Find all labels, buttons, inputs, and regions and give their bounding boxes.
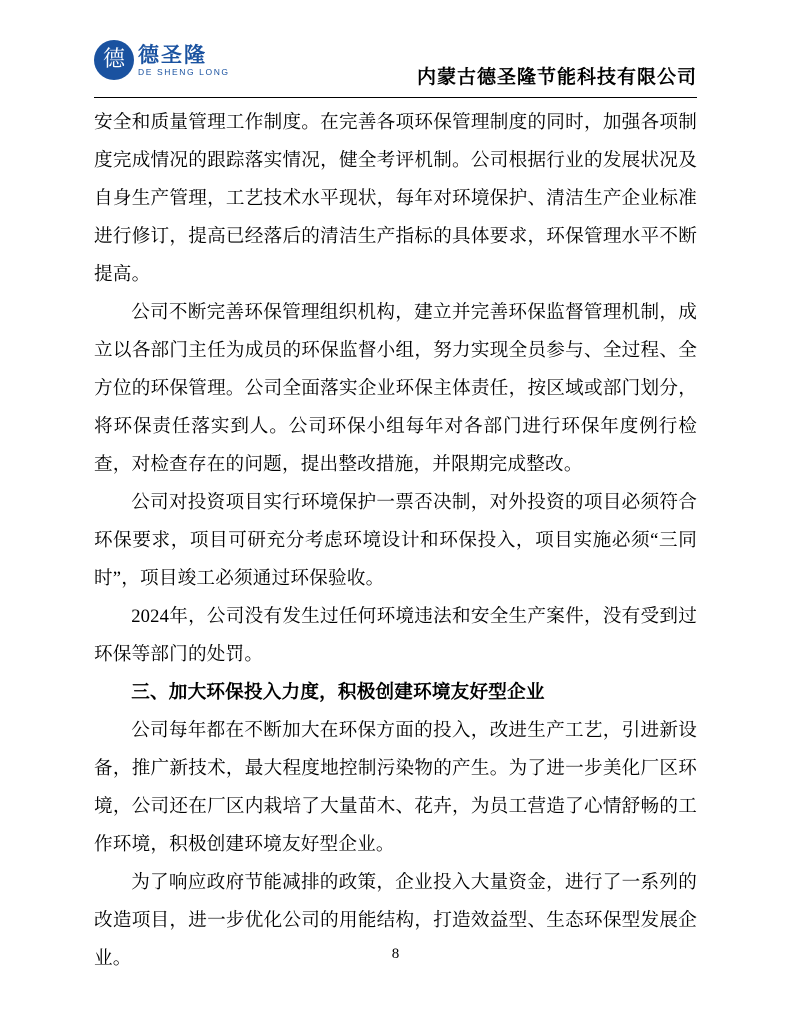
logo-circle-icon (94, 40, 134, 80)
section-heading: 三、加大环保投入力度，积极创建环境友好型企业 (131, 682, 545, 703)
paragraph: 公司不断完善环保管理组织机构，建立并完善环保监督管理机制，成立以各部门主任为成员的环保监督小组，努力实现全员参与、全过程、全方位的环保管理。公司全面落实企业环保主体责任，按区域或部门划分，将环保责任落实到人。公司环保小组每年对各部门进行环保年度例行检查，对检查存在的问题，提出整改措施，并限期完成整改。 (94, 302, 697, 475)
page-header (94, 36, 697, 96)
logo-english-name: DE SHENG LONG (138, 67, 230, 77)
company-logo (94, 36, 244, 88)
paragraph: 安全和质量管理工作制度。在完善各项环保管理制度的同时，加强各项制度完成情况的跟踪落实情况，健全考评机制。公司根据行业的发展状况及自身生产管理，工艺技术水平现状，每年对环境保护、清洁生产企业标准进行修订，提高已经落后的清洁生产指标的具体要求，环保管理水平不断提高。 (94, 112, 697, 285)
document-body (94, 104, 697, 978)
paragraph: 为了响应政府节能减排的政策，企业投入大量资金，进行了一系列的改造项目，进一步优化公司的用能结构，打造效益型、生态环保型发展企业。 (94, 872, 697, 969)
paragraph: 2024年，公司没有发生过任何环境违法和安全生产案件，没有受到过环保等部门的处罚。 (94, 606, 697, 665)
header-divider (94, 97, 697, 98)
page-number: 8 (391, 946, 400, 962)
paragraph: 公司对投资项目实行环境保护一票否决制，对外投资的项目必须符合环保要求，项目可研充分考虑环境设计和环保投入，项目实施必须“三同时”，项目竣工必须通过环保验收。 (94, 492, 697, 589)
logo-badge-glyph: 德 (102, 46, 125, 71)
paragraph: 公司每年都在不断加大在环保方面的投入，改进生产工艺，引进新设备，推广新技术，最大程度地控制污染物的产生。为了进一步美化厂区环境，公司还在厂区内栽培了大量苗木、花卉，为员工营造了心情舒畅的工作环境，积极创建环境友好型企业。 (94, 720, 697, 855)
logo-chinese-name: 德圣隆 (138, 43, 207, 67)
company-title: 内蒙古德圣隆节能科技有限公司 (416, 67, 697, 88)
